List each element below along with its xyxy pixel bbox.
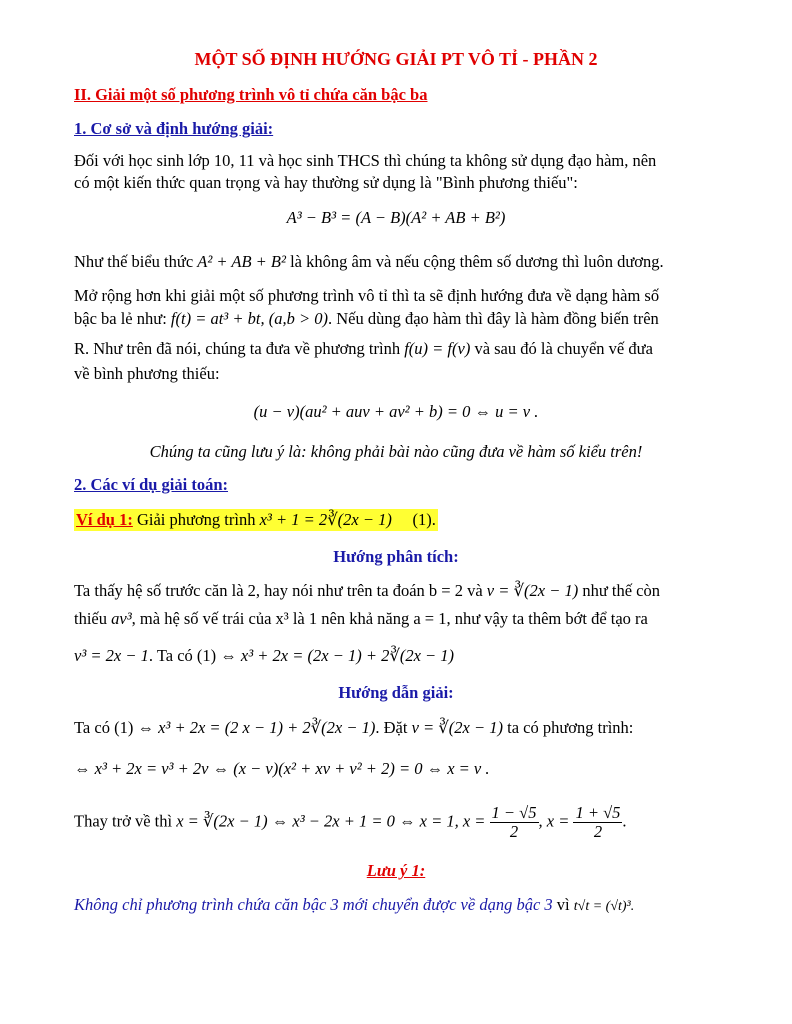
analysis-line-2 <box>74 608 734 630</box>
paragraph-3-line-2 <box>74 308 734 330</box>
equation-cube-difference: A³ − B³ = (A − B)(A² + AB + B²) <box>286 208 506 227</box>
paragraph-2 <box>74 251 734 273</box>
math-expression: ⇔ x³ + 2x = (2x − 1) + 2∛(2x − 1) <box>220 646 455 665</box>
math-expression: f(t) = at³ + bt, (a,b > 0) <box>170 309 328 328</box>
solution-line-1 <box>74 717 734 739</box>
text: vì <box>556 895 570 914</box>
math-expression: x = ∛(2x − 1) ⇔ x³ − 2x + 1 = 0 ⇔ x = 1, x = <box>176 811 486 831</box>
math-expression: v³ = 2x − 1 <box>74 646 149 665</box>
fraction-denominator: 2 <box>509 822 519 841</box>
math-expression: v = ∛(2x − 1) <box>486 581 579 600</box>
math-expression: f(u) = f(v) <box>404 339 471 358</box>
analysis-line-3 <box>74 645 734 667</box>
text: và sau đó là chuyển vế đưa <box>474 339 653 358</box>
text: R. Như trên đã nói, chúng ta đưa về phương trình <box>74 339 401 358</box>
solution-heading: Hướng dẫn giải: <box>338 683 454 702</box>
remark-text: Không chỉ phương trình chứa căn bậc 3 mới chuyển được về dạng bậc 3 <box>74 895 553 914</box>
subsection-heading-1: 1. Cơ sở và định hướng giải: <box>74 119 274 138</box>
analysis-heading: Hướng phân tích: <box>333 547 459 566</box>
text: Thay trở về thì <box>74 811 173 831</box>
math-expression: x³ + 1 = 2∛(2x − 1) <box>259 510 392 529</box>
math-expression: A² + AB + B² <box>197 252 286 271</box>
text: . Nếu dùng đạo hàm thì đây là hàm đồng biến trên <box>327 309 659 328</box>
text: , mà hệ số vế trái của x³ là 1 nên khả năng a = 1, như vậy ta thêm bớt để tạo ra <box>131 609 648 628</box>
text: như thế còn <box>582 581 661 600</box>
subsection-heading-2: 2. Các ví dụ giải toán: <box>74 475 229 494</box>
fraction-1 <box>490 804 539 841</box>
analysis-line-1 <box>74 580 734 602</box>
section-heading: II. Giải một số phương trình vô tỉ chứa căn bậc ba <box>74 85 428 104</box>
text: Giải phương trình <box>136 510 256 529</box>
fraction-2 <box>573 804 622 841</box>
example-1-statement <box>74 509 734 531</box>
text: thiếu <box>74 609 107 628</box>
text: bậc ba lẻ như: <box>74 309 167 328</box>
solution-line-2: ⇔ x³ + 2x = v³ + 2v ⇔ (x − v)(x² + xv + v² + 2) = 0 ⇔ x = v . <box>74 759 490 778</box>
text: . Ta có (1) <box>148 646 217 665</box>
example-label: Ví dụ 1: <box>76 510 133 529</box>
math-expression: , x = <box>538 811 570 831</box>
page-title: MỘT SỐ ĐỊNH HƯỚNG GIẢI PT VÔ TỈ - PHẦN 2 <box>194 49 598 69</box>
math-expression: v = ∛(2x − 1) <box>411 718 503 737</box>
math-expression: t√t = (√t)³. <box>573 899 635 914</box>
equation-number: (1). <box>412 510 436 529</box>
highlight-box <box>74 509 438 531</box>
text: Ta có (1) <box>74 718 134 737</box>
text: Ta thấy hệ số trước căn là 2, hay nói như trên ta đoán b = 2 và <box>74 581 483 600</box>
text: ta có phương trình: <box>507 718 634 737</box>
solution-line-3 <box>74 804 734 841</box>
italic-note: Chúng ta cũng lưu ý là: không phải bài nào cũng đưa về hàm số kiểu trên! <box>149 442 643 461</box>
math-expression: av³ <box>111 609 132 628</box>
text: . Đặt <box>375 718 408 737</box>
paragraph-3-line-3 <box>74 338 734 360</box>
fraction-denominator: 2 <box>593 822 603 841</box>
remark-line <box>74 894 734 918</box>
paragraph-3-line-4: về bình phương thiếu: <box>74 364 220 383</box>
text: . <box>622 811 627 831</box>
paragraph-1-line-2: có một kiến thức quan trọng và hay thường sử dụng là "Bình phương thiếu": <box>74 173 578 192</box>
equation-factorized: (u − v)(au² + auv + av² + b) = 0 ⇔ u = v . <box>253 402 539 421</box>
fraction-numerator: 1 − √5 <box>491 803 537 822</box>
fraction-numerator: 1 + √5 <box>575 803 621 822</box>
math-expression: ⇔ x³ + 2x = (2 x − 1) + 2∛(2x − 1) <box>137 718 376 737</box>
paragraph-3-line-1: Mở rộng hơn khi giải một số phương trình vô tỉ thì ta sẽ định hướng đưa về dạng hàm số <box>74 286 660 305</box>
remark-heading: Lưu ý 1: <box>366 861 426 880</box>
text: Như thế biểu thức <box>74 252 194 271</box>
paragraph-1-line-1: Đối với học sinh lớp 10, 11 và học sinh THCS thì chúng ta không sử dụng đạo hàm, nên <box>74 151 657 170</box>
text: là không âm và nếu cộng thêm số dương thì luôn dương. <box>290 252 664 271</box>
